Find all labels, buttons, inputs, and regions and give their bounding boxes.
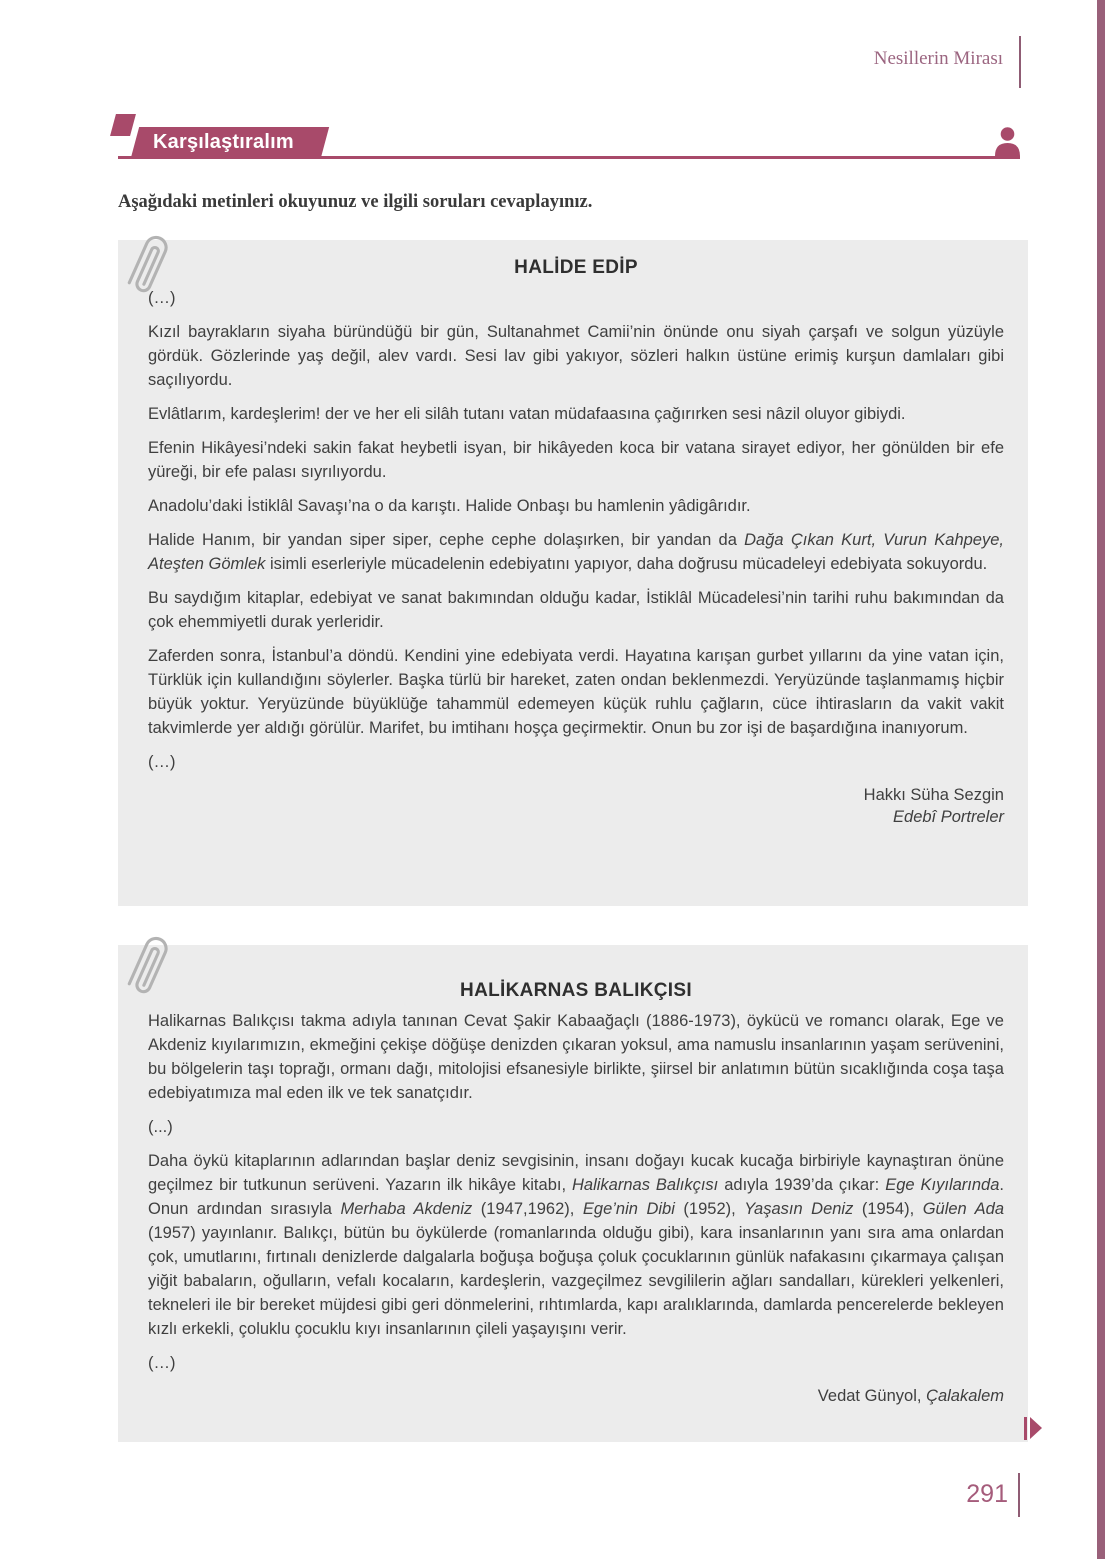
paragraph: Anadolu’daki İstiklâl Savaşı’na o da karıştı. Halide Onbaşı bu hamlenin yâdigârıdır. bbox=[148, 497, 751, 515]
paragraph: (…) bbox=[148, 753, 176, 771]
paragraph: (…) bbox=[148, 1354, 176, 1372]
paragraph: Daha öykü kitaplarının adlarından başlar deniz sevgisinin, insanı doğayı kucak kucağa birbiriyle kaynaştıran önüne geçilmez bir tutkunun serüveni. Yazarın ilk hikâye kitabı, Halikarnas Balıkçısı adıyla 1939’da çıkar: Ege Kıyılarında. Onun ardından sırasıyla Merhaba Akdeniz (1947,1962), Ege’nin Dibi (1952), Yaşasın Deniz (1954), Gülen Ada (1957) yayınlanır. Balıkçı, bütün bu öykülerde (romanlarında olduğu gibi), kara insanlarının yanı sıra ama onlardan çok, umutlarını, fırtınalı denizlerde dalgalarla boğuşa boğuşa çoluk çocuklarının günlük nafakasını çıkarmaya çalışan yiğit babaların, oğulların, vefalı kocaların, kardeşlerin, vazgeçilmez sevgililerin ağları sandalları, kürekleri yelkenleri, tekneleri ile bir bereket müjdesi gibi geri dönmelerini, rıhtımlarda, kapı aralıklarında, damlarda pencerelerde bekleyen kızlı erkekli, çoluklu çocuklu kıyı insanlarının çileli yaşayışını verir. bbox=[148, 1152, 1004, 1338]
box-title: HALİDE EDİP bbox=[514, 257, 638, 278]
box-paragraphs bbox=[148, 1009, 1004, 1375]
page-edge-bar bbox=[1097, 0, 1105, 1559]
page-number-divider bbox=[1018, 1473, 1020, 1517]
chapter-header-divider bbox=[1019, 36, 1021, 88]
paragraph: Efenin Hikâyesi’ndeki sakin fakat heybetli isyan, bir hikâyeden koca bir vatana sirayet ediyor, her gönülden bir efe yüreği, bir efe palası sıyrılıyordu. bbox=[148, 439, 1004, 481]
paragraph: Halide Hanım, bir yandan siper siper, cephe cephe dolaşırken, bir yandan da Dağa Çıkan Kurt, Vurun Kahpeye, Ateşten Gömlek isimli eserleriyle mücadelenin edebiyatını yapıyor, daha doğrusu mücadeleyi edebiyata sokuyordu. bbox=[148, 531, 1004, 573]
paragraph: Bu saydığım kitaplar, edebiyat ve sanat bakımından olduğu kadar, İstiklâl Mücadelesi’nin tarihi ruhu bakımından da çok ehemmiyetli durak yerleridir. bbox=[148, 589, 1004, 631]
ribbon-accent-square bbox=[110, 114, 136, 136]
attribution bbox=[148, 784, 1004, 828]
paragraph: Zaferden sonra, İstanbul’a döndü. Kendini yine edebiyata verdi. Hayatına karışan gurbet yıllarını da yine vatan için, Türklük için kullandığını söylerler. Başka türlü bir hareket, zaten ondan beklenmezdi. Yeryüzünde taşlanmamış hiçbir büyük yoktur. Yeryüzünde büyüklüğe tahammül edemeyen küçük ruhlu çağların, cüce ihtirasların da vakit vakit takvimlerde yer aldığı görülür. Marifet, bu imtihanı hoşça geçirmektir. Onun bu zor işi de başardığına inanıyorum. bbox=[148, 647, 1004, 737]
attribution-line: Edebî Portreler bbox=[893, 808, 1004, 826]
reading-box-halikarnas-balikcisi bbox=[118, 945, 1028, 1442]
next-arrow-triangle bbox=[1030, 1417, 1042, 1439]
chapter-header: Nesillerin Mirası bbox=[873, 48, 1003, 69]
next-arrow-bar bbox=[1024, 1417, 1027, 1440]
paragraph: Evlâtlarım, kardeşlerim! der ve her eli silâh tutanı vatan müdafaasına çağırırken sesi nâzil oluyor gibiydi. bbox=[148, 405, 906, 423]
paragraph: (...) bbox=[148, 1118, 173, 1136]
box-title: HALİKARNAS BALIKÇISI bbox=[460, 980, 692, 1001]
paragraph: Halikarnas Balıkçısı takma adıyla tanınan Cevat Şakir Kabaağaçlı (1886-1973), öykücü ve romancı olarak, Ege ve Akdeniz kıyılarımızın, ekmeğini çekişe döğüşe denizden çıkaran yoksul, ama namuslu insanlarının yaşam serüvenini, bu bölgelerin taşı toprağı, ormanı dağı, mitolojisi efsanesiyle birlikte, şiirsel bir anlatımın bütün sıcaklığında coşa taşa edebiyatımıza mal eden ilk ve tek sanatçıdır. bbox=[148, 1012, 1004, 1102]
attribution-line: Hakkı Süha Sezgin bbox=[863, 786, 1004, 804]
attribution-line: Vedat Günyol, Çalakalem bbox=[817, 1387, 1004, 1405]
paragraph: (…) bbox=[148, 289, 176, 307]
paragraph: Kızıl bayrakların siyaha büründüğü bir gün, Sultanahmet Camii’nin önünde onu siyah çarşafı ve solgun yüzüyle gördük. Gözlerinde yaş değil, alev vardı. Sesi lav gibi yakıyor, sözleri halkın üstüne erimiş kurşun damlaları gibi saçılıyordu. bbox=[148, 323, 1004, 389]
section-divider-line bbox=[118, 156, 1020, 159]
page-number: 291 bbox=[966, 1480, 1008, 1508]
box-paragraphs bbox=[148, 286, 1004, 774]
instruction-text: Aşağıdaki metinleri okuyunuz ve ilgili soruları cevaplayınız. bbox=[118, 192, 593, 212]
section-title: Karşılaştıralım bbox=[153, 131, 294, 153]
attribution bbox=[148, 1385, 1004, 1407]
next-arrow-icon bbox=[1024, 1417, 1044, 1441]
person-icon bbox=[992, 126, 1023, 157]
reading-box-halide-edip bbox=[118, 240, 1028, 906]
